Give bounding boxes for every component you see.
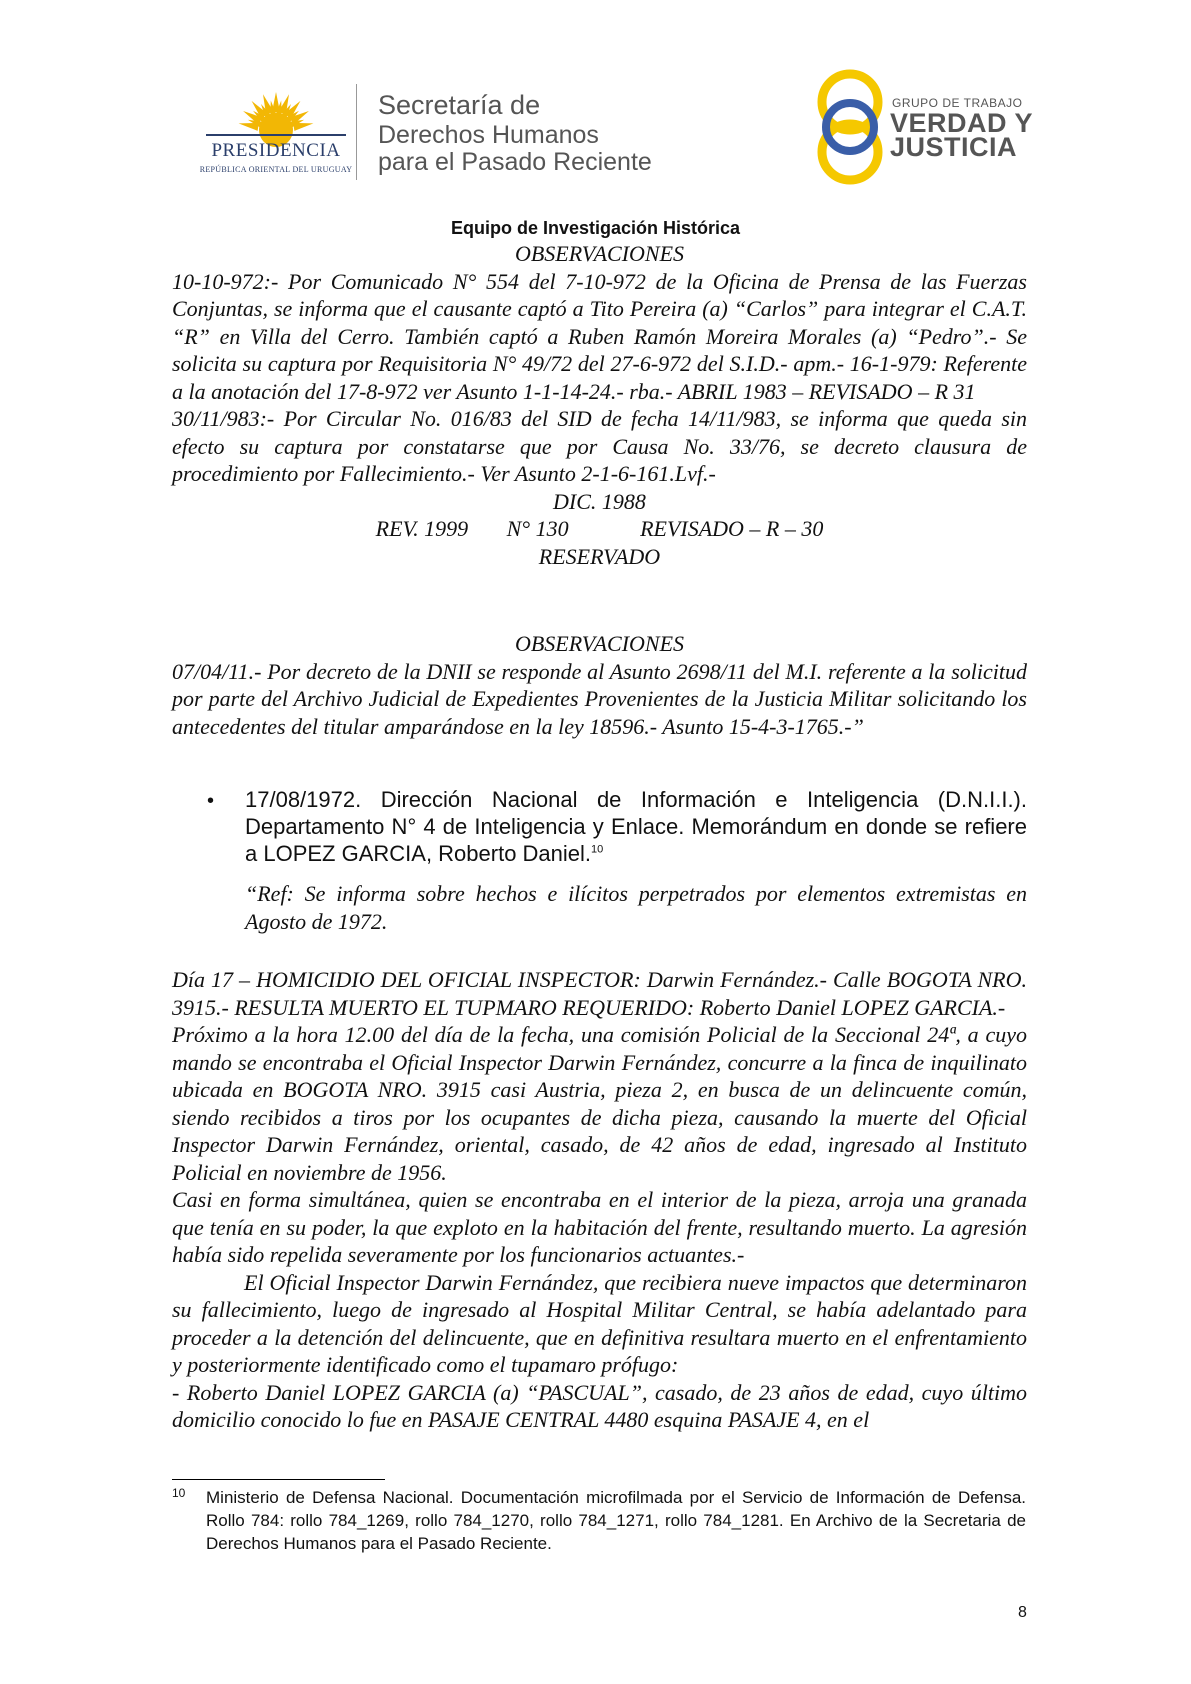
grupo-line-3: JUSTICIA [890, 132, 1018, 162]
secretaria-line-2: Derechos Humanos [378, 121, 599, 149]
observaciones-heading: OBSERVACIONES [514, 241, 685, 266]
bullet-item [245, 786, 1027, 867]
reservado-line: RESERVADO [538, 543, 661, 569]
header-divider [356, 84, 357, 180]
narrative-paragraph: Casi en forma simultánea, quien se encontraba en el interior de la pieza, arroja una granada que tenía en su poder, la que exploto en la habitación del frente, resultando muerto. La agresión había sido repelida severamente por los funcionarios actuantes.- [172, 1187, 1027, 1267]
grupo-line-1: GRUPO DE TRABAJO [892, 96, 1023, 110]
verdad-justicia-rings-icon [812, 62, 892, 190]
secretaria-line-3: para el Pasado Reciente [378, 148, 652, 176]
dic-line: DIC. 1988 [553, 488, 646, 514]
footnote-divider [172, 1479, 385, 1480]
page-number: 8 [1018, 1604, 1027, 1621]
observaciones-paragraph: 07/04/11.- Por decreto de la DNII se responde al Asunto 2698/11 del M.I. referente a la solicitud por parte del Archivo Judicial de Expedientes Provenientes de la Justicia Militar solicitando los antecedentes del titular amparándose en la ley 18596.- Asunto 15-4-3-1765.-” [172, 658, 1027, 739]
secretaria-line-1: Secretaría de [378, 90, 541, 120]
observaciones-block-1 [172, 240, 1027, 570]
presidencia-name: PRESIDENCIA [211, 140, 341, 161]
observaciones-heading: OBSERVACIONES [514, 631, 685, 656]
narrative-paragraph: - Roberto Daniel LOPEZ GARCIA (a) “PASCUAL”, casado, de 23 años de edad, cuyo último domicilio conocido lo fue en PASAJE CENTRAL 4480 esquina PASAJE 4, en el [172, 1379, 1027, 1432]
footnote-ref[interactable]: 10 [591, 843, 604, 856]
rev-line: REV. 1999 N° 130 REVISADO – R – 30 [375, 516, 824, 541]
observaciones-paragraph: 30/11/983:- Por Circular No. 016/83 del SID de fecha 14/11/983, se informa que queda sin efecto su captura por constatarse que por Causa No. 33/76, se decreto clausura de procedimiento por Fallecimiento.- Ver Asunto 2-1-6-161.Lvf.- [172, 406, 1027, 486]
observaciones-paragraph: 10-10-972:- Por Comunicado N° 554 del 7-10-972 de la Oficina de Prensa de las Fuerzas Conjuntas, se informa que el causante captó a Tito Pereira (a) “Carlos” para integrar el C.A.T. “R” en Villa del Cerro. También captó a Ruben Ramón Moreira Morales (a) “Pedro”.- Se solicita su captura por Requisitoria N° 49/72 del 27-6-972 del S.I.D.- apm.- 16-1-979: Referente a la anotación del 17-8-972 ver Asunto 1-1-14-24.- rba.- ABRIL 1983 – REVISADO – R 31 [172, 268, 1027, 404]
grupo-line-2: VERDAD Y [890, 108, 1034, 138]
presidencia-subtitle: REPÚBLICA ORIENTAL DEL URUGUAY [199, 165, 353, 174]
page-header [0, 0, 1191, 200]
narrative-paragraph: Próximo a la hora 12.00 del día de la fecha, una comisión Policial de la Seccional 24ª, a cuyo mando se encontraba el Oficial Inspector Darwin Fernández, concurre a la finca de inquilinato ubicada en BOGOTA NRO. 3915 casi Austria, pieza 2, en busca de un delincuente común, siendo recibidos a tiros por los ocupantes de dicha pieza, causando la muerte del Oficial Inspector Darwin Fernández, oriental, casado, de 42 años de edad, ingresado al Instituto Policial en noviembre de 1956. [172, 1022, 1027, 1185]
narrative-paragraph: Día 17 – HOMICIDIO DEL OFICIAL INSPECTOR: Darwin Fernández.- Calle BOGOTA NRO. 3915.- RESULTA MUERTO EL TUPMARO REQUERIDO: Roberto Daniel LOPEZ GARCIA.- [172, 967, 1027, 1020]
footnote-number: 10 [172, 1486, 186, 1500]
team-title: Equipo de Investigación Histórica [450, 218, 741, 238]
bullet-marker: • [207, 790, 215, 812]
footnote-text: Ministerio de Defensa Nacional. Documentación microfilmada por el Servicio de Información de Defensa. Rollo 784: rollo 784_1269, rollo 784_1270, rollo 784_1271, rollo 784_1281. En Archivo de la Secretaria de Derechos Humanos para el Pasado Reciente. [206, 1488, 1026, 1553]
observaciones-block-2 [172, 630, 1027, 740]
narrative-block [172, 966, 1027, 1434]
narrative-paragraph: El Oficial Inspector Darwin Fernández, que recibiera nueve impactos que determinaron su fallecimiento, luego de ingresado al Hospital Militar Central, se había adelantado para proceder a la detención del delincuente, que en definitiva resultara muerto en el enfrentamiento y posteriormente identificado como el tupamaro prófugo: [172, 1269, 1027, 1377]
memorandum-quote: “Ref: Se informa sobre hechos e ilícitos perpetrados por elementos extremistas en Agosto de 1972. [245, 881, 1027, 934]
bullet-text: 17/08/1972. Dirección Nacional de Información e Inteligencia (D.N.I.I.). Departamento N° 4 de Inteligencia y Enlace. Memorándum en donde se refiere a LOPEZ GARCIA, Roberto Daniel. [245, 787, 1027, 866]
